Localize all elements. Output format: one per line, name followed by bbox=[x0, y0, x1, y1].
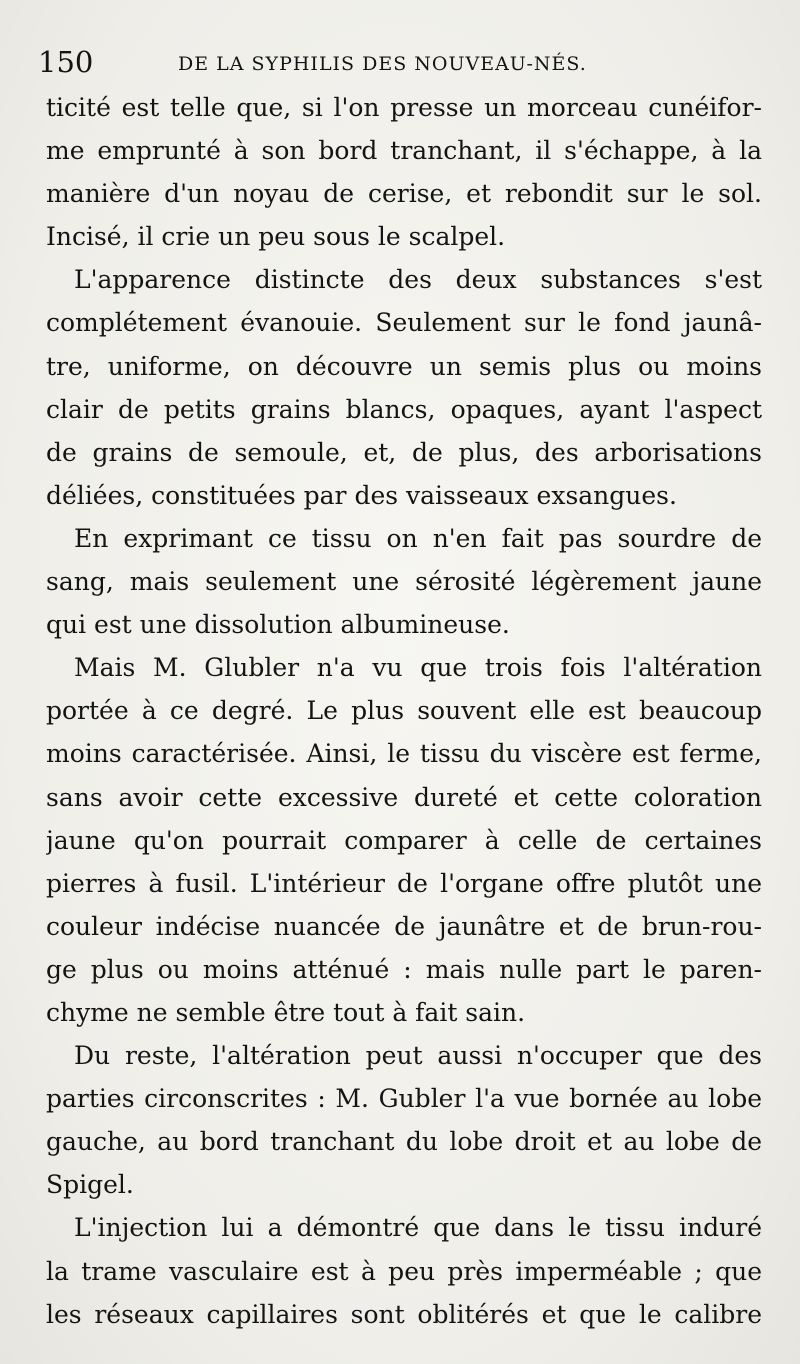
text-line: Du reste, l'altération peut aussi n'occuper que des bbox=[74, 1041, 762, 1071]
text-line: qui est une dissolution albumineuse. bbox=[46, 610, 510, 640]
text-line: jaune qu'on pourrait comparer à celle de certaines bbox=[46, 825, 762, 855]
body-text bbox=[46, 86, 762, 1336]
text-line: complétement évanouie. Seulement sur le fond jaunâ- bbox=[46, 308, 762, 338]
text-line: ticité est telle que, si l'on presse un morceau cunéifor- bbox=[46, 93, 762, 122]
text-line: Mais M. Glubler n'a vu que trois fois l'altération bbox=[74, 653, 762, 683]
text-line: manière d'un noyau de cerise, et rebondit sur le sol. bbox=[46, 179, 762, 209]
text-line: me emprunté à son bord tranchant, il s'échappe, à la bbox=[46, 136, 762, 166]
text-line: moins caractérisée. Ainsi, le tissu du viscère est ferme, bbox=[46, 739, 762, 769]
text-line: pierres à fusil. L'intérieur de l'organe offre plutôt une bbox=[46, 868, 762, 898]
text-line: En exprimant ce tissu on n'en fait pas sourdre de bbox=[74, 523, 762, 553]
text-line: les réseaux capillaires sont oblitérés et que le calibre bbox=[46, 1299, 762, 1329]
text-line: parties circonscrites : M. Gubler l'a vue bornée au lobe bbox=[46, 1084, 762, 1114]
text-line: portée à ce degré. Le plus souvent elle est beaucoup bbox=[46, 696, 762, 726]
text-line: chyme ne semble être tout à fait sain. bbox=[46, 997, 526, 1027]
text-line: L'injection lui a démontré que dans le tissu induré bbox=[74, 1213, 762, 1243]
text-line: gauche, au bord tranchant du lobe droit et au lobe de bbox=[46, 1127, 762, 1157]
text-line: L'apparence distincte des deux substances s'est bbox=[74, 265, 762, 295]
text-line: sans avoir cette excessive dureté et cette coloration bbox=[46, 782, 762, 812]
page-number: 150 bbox=[38, 45, 94, 79]
text-line: Spigel. bbox=[46, 1170, 134, 1200]
page-header bbox=[38, 40, 758, 84]
running-head: DE LA SYPHILIS DES NOUVEAU-NÉS. bbox=[178, 53, 587, 75]
text-line: sang, mais seulement une sérosité légèrement jaune bbox=[46, 567, 762, 597]
text-line: Incisé, il crie un peu sous le scalpel. bbox=[46, 222, 506, 252]
text-line: la trame vasculaire est à peu près imperméable ; que bbox=[46, 1256, 762, 1286]
text-line: couleur indécise nuancée de jaunâtre et de brun-rou- bbox=[46, 911, 762, 941]
text-line: ge plus ou moins atténué : mais nulle part le paren- bbox=[46, 954, 762, 984]
text-line: clair de petits grains blancs, opaques, ayant l'aspect bbox=[46, 394, 762, 424]
text-line: de grains de semoule, et, de plus, des arborisations bbox=[46, 437, 762, 467]
text-line: tre, uniforme, on découvre un semis plus ou moins bbox=[46, 351, 762, 381]
text-line: déliées, constituées par des vaisseaux exsangues. bbox=[46, 480, 677, 510]
